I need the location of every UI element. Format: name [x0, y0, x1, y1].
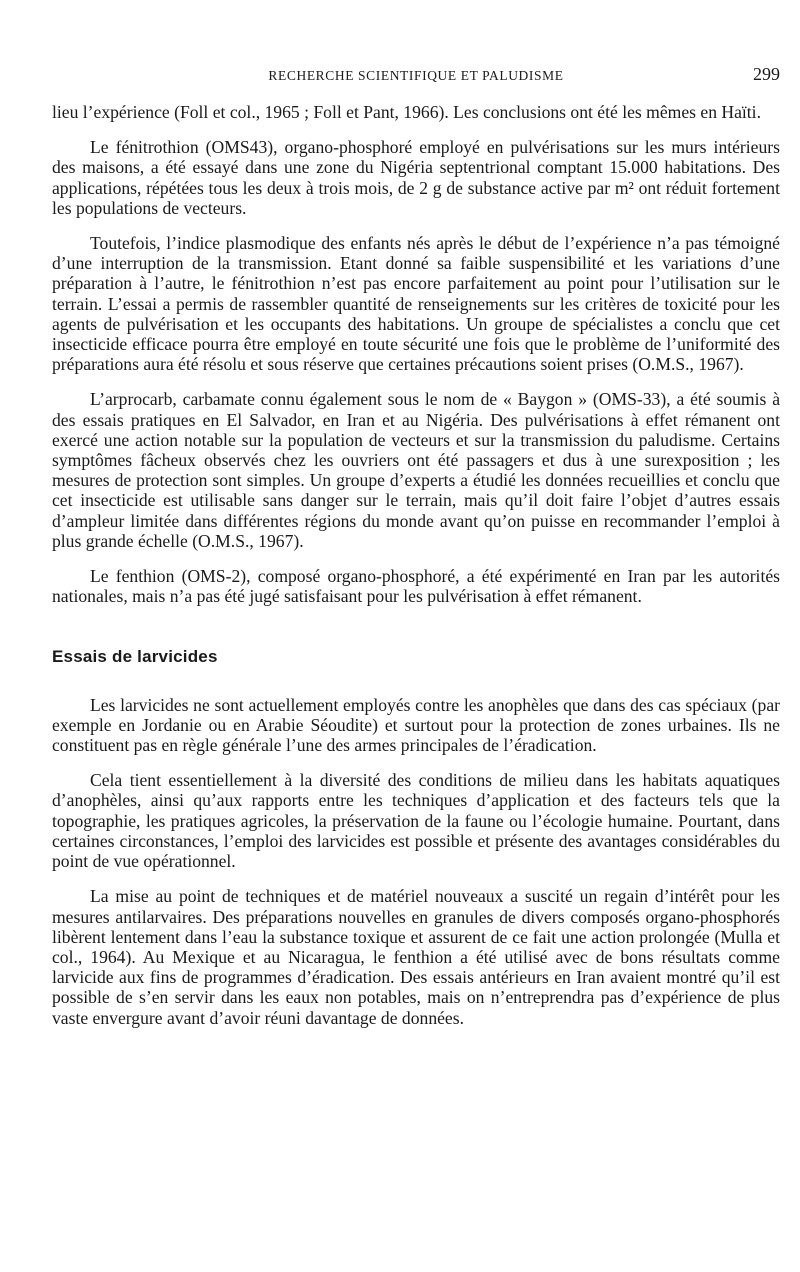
running-title: RECHERCHE SCIENTIFIQUE ET PALUDISME	[268, 68, 564, 83]
page-number: 299	[753, 64, 780, 84]
paragraph: La mise au point de techniques et de matériel nouveaux a suscité un regain d’intérêt pour les mesures antilarvaires. Des préparations nouvelles en granules de divers composés organo-phosphorés libèrent lentement dans l’eau la substance toxique et assurent de ce fait une action prolongée (Mulla et col., 1964). Au Mexique et au Nicaragua, le fenthion a été utilisé avec de bons résultats comme larvicide aux fins de programmes d’éradication. Des essais antérieurs en Iran avaient montré qu’il est possible de s’en servir dans les eaux non potables, mais on n’entreprendra pas d’expérience de plus vaste envergure avant d’avoir réuni davantage de données.	[52, 886, 780, 1028]
paragraph: Le fenthion (OMS-2), composé organo-phosphoré, a été expérimenté en Iran par les autorités nationales, mais n’a pas été jugé satisfaisant pour les pulvérisation à effet rémanent.	[52, 566, 780, 607]
running-header	[52, 64, 780, 88]
paragraph: Les larvicides ne sont actuellement employés contre les anophèles que dans des cas spéciaux (par exemple en Jordanie ou en Arabie Séoudite) et surtout pour la protection de zones urbaines. Ils ne constituent pas en règle générale l’une des armes principales de l’éradication.	[52, 694, 780, 756]
section-heading: Essais de larvicides	[52, 647, 218, 667]
paragraph: Cela tient essentiellement à la diversité des conditions de milieu dans les habitats aquatiques d’anophèles, ainsi qu’aux rapports entre les techniques d’application et des facteurs tels que la topographie, les pratiques agricoles, la préservation de la faune ou l’écologie humaine. Pourtant, dans certaines circonstances, l’emploi des larvicides est possible et présente des avantages considérables du point de vue opérationnel.	[52, 770, 780, 872]
paragraph: Le fénitrothion (OMS43), organo-phosphoré employé en pulvérisations sur les murs intérieurs des maisons, a été essayé dans une zone du Nigéria septentrional comptant 15.000 habitations. Des applications, répétées tous les deux à trois mois, de 2 g de substance active par m² ont réduit fortement les populations de vecteurs.	[52, 137, 780, 218]
paragraph: Toutefois, l’indice plasmodique des enfants nés après le début de l’expérience n’a pas témoigné d’une interruption de la transmission. Etant donné sa faible suspensibilité et les variations d’une préparation à l’autre, le fénitrothion n’est pas encore parfaitement au point pour l’utilisation sur le terrain. L’essai a permis de rassembler quantité de renseignements sur les critères de toxicité pour les agents de pulvérisation et les occupants des habitations. Un groupe de spécialistes a conclu que cet insecticide efficace pourra être employé en toute sécurité une fois que le problème de l’uniformité des préparations aura été résolu et sous réserve que certaines précautions soient prises (O.M.S., 1967).	[52, 233, 780, 375]
body-text	[52, 102, 780, 1043]
paragraph: lieu l’expérience (Foll et col., 1965 ; Foll et Pant, 1966). Les conclusions ont été les mêmes en Haïti.	[52, 102, 761, 122]
paragraph: L’arprocarb, carbamate connu également sous le nom de « Baygon » (OMS-33), a été soumis à des essais pratiques en El Salvador, en Iran et au Nigéria. Des pulvérisations à effet rémanent ont exercé une action notable sur la population de vecteurs et sur la transmission du paludisme. Certains symptômes fâcheux observés chez les ouvriers ont été passagers et dus à une surexposition ; les mesures de protection sont simples. Un groupe d’experts a étudié les données recueillies et conclu que cet insecticide est utilisable sans danger sur le terrain, mais qu’il doit faire l’objet d’autres essais d’ampleur limitée dans différentes régions du monde avant qu’on puisse en recommander l’emploi à plus grande échelle (O.M.S., 1967).	[52, 389, 780, 551]
